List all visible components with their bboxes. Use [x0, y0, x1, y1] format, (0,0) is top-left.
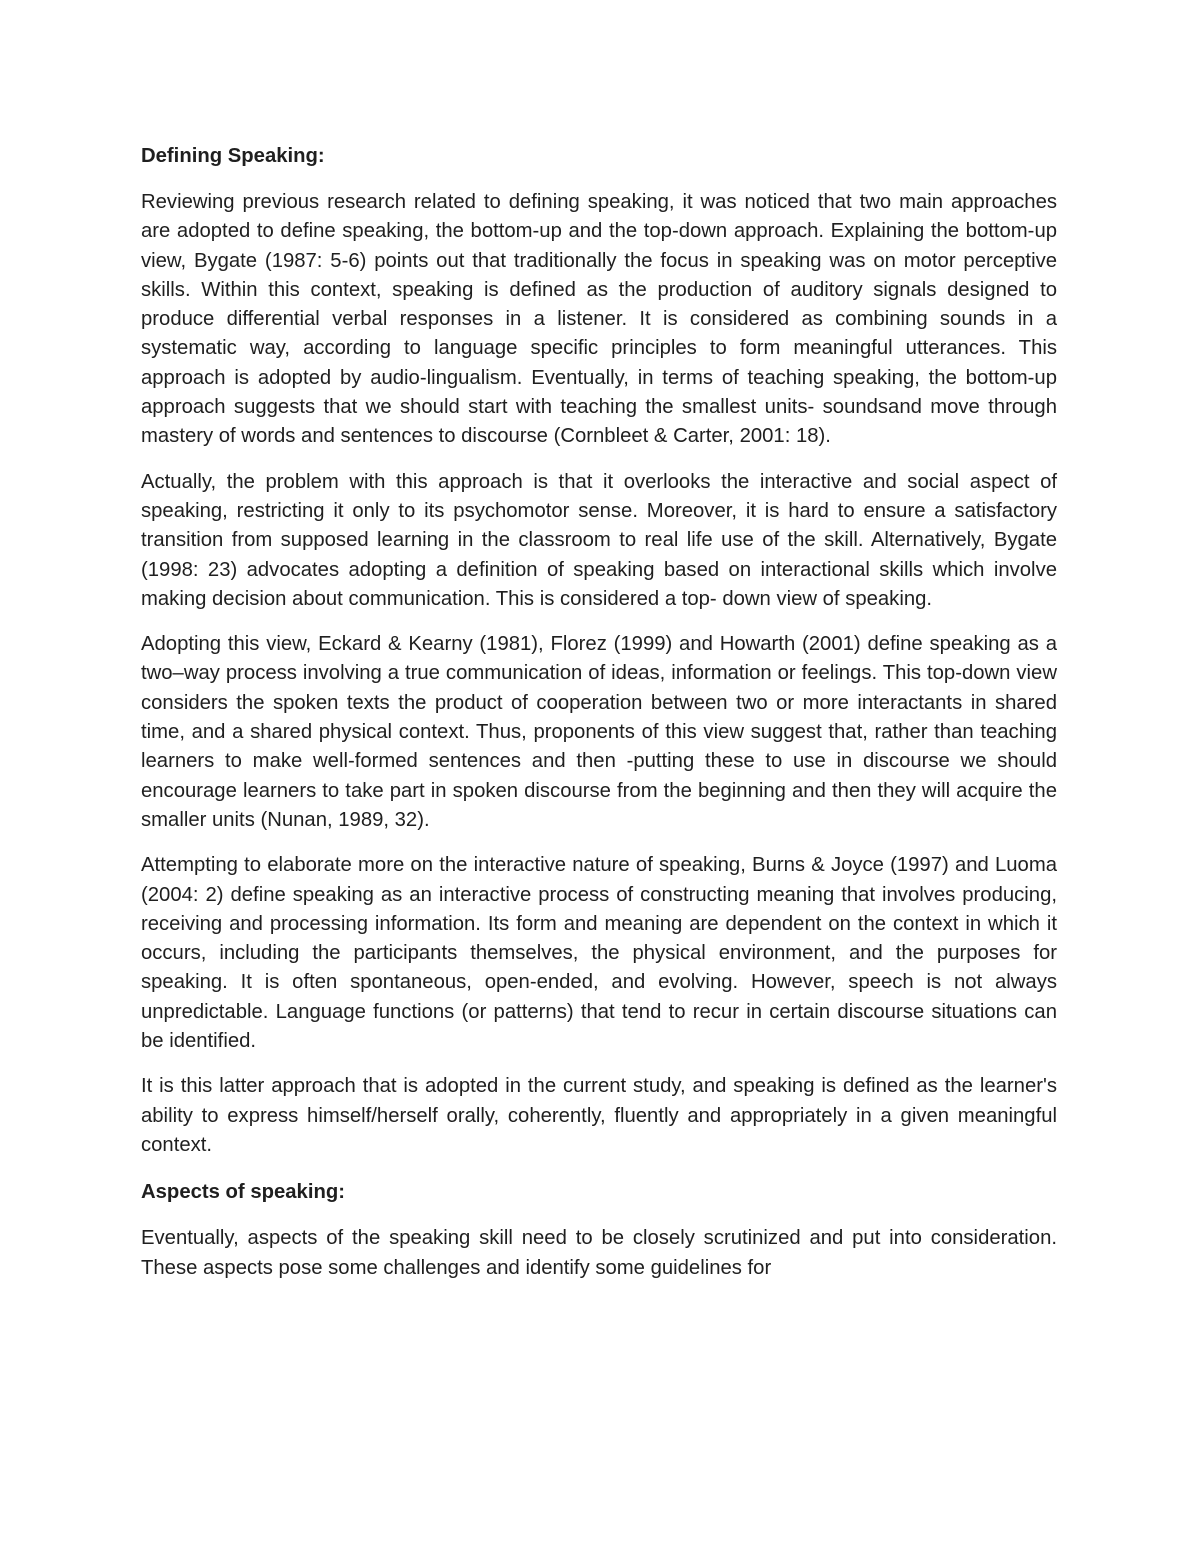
section-heading-aspects-of-speaking: Aspects of speaking: [141, 1181, 345, 1204]
paragraph: It is this latter approach that is adopted in the current study, and speaking is defined as the learner's ability to express himself/herself orally, coherently, fluently and appropriately in a given meaningful context. [141, 1075, 1057, 1156]
paragraph: Adopting this view, Eckard & Kearny (1981), Florez (1999) and Howarth (2001) define speaking as a two–way process involving a true communication of ideas, information or feelings. This top-down view considers the spoken texts the product of cooperation between two or more interactants in shared time, and a shared physical context. Thus, proponents of this view suggest that, rather than teaching learners to make well-formed sentences and then -putting these to use in discourse we should encourage learners to take part in spoken discourse from the beginning and then they will acquire the smaller units (Nunan, 1989, 32). [141, 633, 1057, 831]
document-body [141, 140, 1057, 1299]
paragraph: Reviewing previous research related to defining speaking, it was noticed that two main approaches are adopted to define speaking, the bottom-up and the top-down approach. Explaining the bottom-up view, Bygate (1987: 5-6) points out that traditionally the focus in speaking was on motor perceptive skills. Within this context, speaking is defined as the production of auditory signals designed to produce differential verbal responses in a listener. It is considered as combining sounds in a systematic way, according to language specific principles to form meaningful utterances. This approach is adopted by audio-lingualism. Eventually, in terms of teaching speaking, the bottom-up approach suggests that we should start with teaching the smallest units- soundsand move through mastery of words and sentences to discourse (Cornbleet & Carter, 2001: 18). [141, 191, 1057, 448]
paragraph: Attempting to elaborate more on the interactive nature of speaking, Burns & Joyce (1997) and Luoma (2004: 2) define speaking as an interactive process of constructing meaning that involves producing, receiving and processing information. Its form and meaning are dependent on the context in which it occurs, including the participants themselves, the physical environment, and the purposes for speaking. It is often spontaneous, open-ended, and evolving. However, speech is not always unpredictable. Language functions (or patterns) that tend to recur in certain discourse situations can be identified. [141, 854, 1057, 1053]
section-heading-defining-speaking: Defining Speaking: [141, 145, 325, 167]
paragraph: Actually, the problem with this approach is that it overlooks the interactive and social aspect of speaking, restricting it only to its psychomotor sense. Moreover, it is hard to ensure a satisfactory transition from supposed learning in the classroom to real life use of the skill. Alternatively, Bygate (1998: 23) advocates adopting a definition of speaking based on interactional skills which involve making decision about communication. This is considered a top- down view of speaking. [141, 470, 1057, 610]
paragraph: Eventually, aspects of the speaking skill need to be closely scrutinized and put into consideration. These aspects pose some challenges and identify some guidelines for [141, 1227, 1057, 1279]
